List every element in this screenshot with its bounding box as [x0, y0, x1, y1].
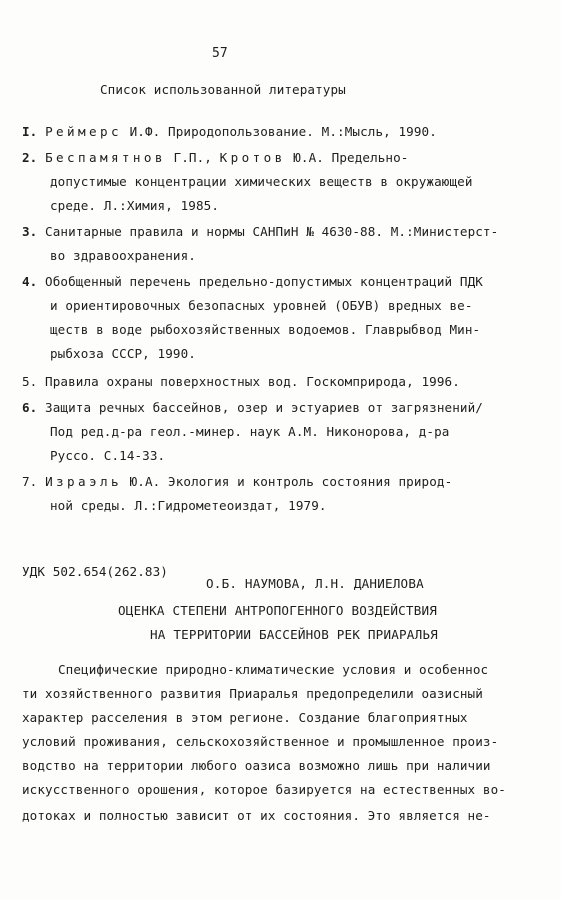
article-title-line: НА ТЕРРИТОРИИ БАССЕЙНОВ РЕК ПРИАРАЛЬЯ: [150, 627, 438, 642]
reference-number: I.: [22, 124, 38, 139]
reference-line: ществ в воде рыбохозяйственных водоемов. Главрыбвод Мин-: [50, 322, 481, 337]
reference-text: Ю.А. Экология и контроль состояния природ-: [121, 474, 453, 489]
reference-number: 7.: [22, 474, 38, 489]
reference-text: Правила охраны поверхностных вод. Госкомприрода, 1996.: [37, 374, 460, 389]
references-heading: Список использованной литературы: [100, 82, 346, 97]
reference-number: 3.: [22, 224, 38, 239]
reference-author: Беспамятнов: [45, 150, 166, 165]
reference-line: среде. Л.:Химия, 1985.: [50, 198, 220, 213]
reference-text: Г.П.,: [165, 150, 220, 165]
body-text-line: Специфические природно-климатические условия и особеннос: [58, 662, 489, 677]
reference-author: Реймерс: [45, 124, 122, 139]
body-text-line: ти хозяйственного развития Приаралья предопределили оазисный: [22, 686, 483, 701]
reference-text: И.Ф. Природопользование. М.:Мысль, 1990.: [121, 124, 437, 139]
reference-number: 5.: [22, 374, 38, 389]
reference-text: Ю.А. Предельно-: [285, 150, 409, 165]
reference-author: Кротов: [219, 150, 286, 165]
reference-item: [22, 124, 437, 140]
udk-code: УДК 502.654(262.83): [22, 564, 168, 579]
reference-text: Защита речных бассейнов, озер и эстуариев от загрязнений/: [37, 400, 483, 415]
body-text-line: водство на территории любого оазиса возможно лишь при наличии: [22, 758, 491, 773]
reference-line: и ориентировочных безопасных уровней (ОБУВ) вредных ве-: [50, 298, 473, 313]
reference-number: 4.: [22, 274, 38, 289]
reference-number: 2.: [22, 150, 38, 165]
reference-author: Израэль: [45, 474, 122, 489]
reference-item: [22, 374, 460, 390]
page-number: 57: [212, 46, 228, 61]
body-text-line: дотоках и полностью зависит от их состояния. Это является не-: [22, 808, 491, 823]
reference-line: ной среды. Л.:Гидрометеоиздат, 1979.: [50, 498, 327, 513]
reference-item: [22, 274, 483, 290]
article-title-line: ОЦЕНКА СТЕПЕНИ АНТРОПОГЕННОГО ВОЗДЕЙСТВИЯ: [118, 603, 438, 618]
body-text-line: характер расселения в этом регионе. Создание благоприятных: [22, 710, 468, 725]
reference-line: Руссо. С.14-33.: [50, 448, 166, 463]
body-text-line: условий проживания, сельскохозяйственное и промышленное произ-: [22, 734, 499, 749]
reference-item: [22, 150, 408, 166]
reference-item: [22, 400, 483, 416]
reference-text: Санитарные правила и нормы САНПиН № 4630-88. М.:Министерст-: [37, 224, 499, 239]
reference-item: [22, 474, 452, 490]
article-authors: О.Б. НАУМОВА, Л.Н. ДАНИЕЛОВА: [206, 576, 424, 591]
reference-line: Под ред.д-ра геол.-минер. наук А.М. Никонорова, д-ра: [50, 424, 450, 439]
reference-text: Обобщенный перечень предельно-допустимых концентраций ПДК: [37, 274, 483, 289]
reference-item: [22, 224, 498, 240]
reference-line: во здравоохранения.: [50, 248, 196, 263]
reference-line: допустимые концентрации химических веществ в окружающей: [50, 174, 473, 189]
reference-line: рыбхоза СССР, 1990.: [50, 346, 196, 361]
body-text-line: искусственного орошения, которое базируется на естественных во-: [22, 782, 506, 797]
reference-number: 6.: [22, 400, 38, 415]
